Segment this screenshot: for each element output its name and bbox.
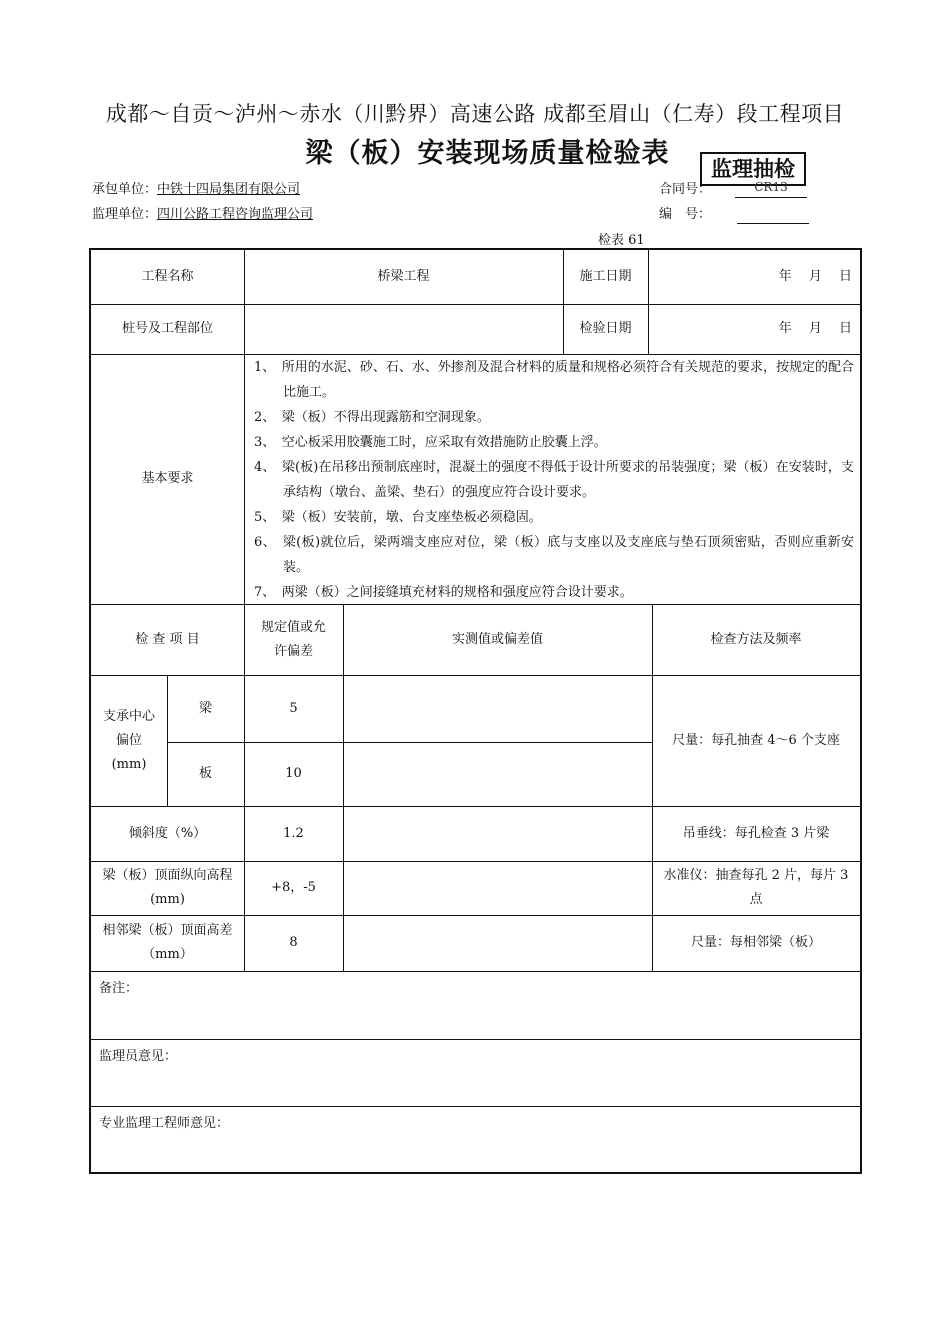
header-method: 检查方法及频率	[710, 631, 802, 647]
bearing-slab-label: 板	[198, 766, 212, 781]
requirement-item: 4、 梁(板)在吊移出预制底座时，混凝土的强度不得低于设计所要求的吊装强度；梁（板）在安装时，支承结构（墩台、盖梁、垫石）的强度应符合设计要求。	[254, 460, 854, 500]
bearing-beam-label: 梁	[198, 700, 212, 716]
supervision-stamp: 监理抽检	[700, 152, 806, 186]
construction-date-label: 施工日期	[579, 269, 632, 284]
project-name-label: 工程名称	[141, 269, 194, 284]
inspection-date-value[interactable]: 年 月 日	[778, 321, 852, 336]
number-label: 编 号：	[659, 207, 712, 222]
engineer-opinion-label: 专业监理工程师意见：	[99, 1116, 230, 1131]
bearing-method: 尺量：每孔抽查 4～6 个支座	[672, 732, 840, 748]
contractor-value: 中铁十四局集团有限公司	[157, 182, 301, 197]
contract-label: 合同号：	[659, 182, 712, 197]
elevation-method: 水准仪：抽查每孔 2 片，每片 3 点	[663, 868, 849, 907]
inspection-date-label: 检验日期	[579, 321, 632, 336]
project-title: 成都～自贡～泸州～赤水（川黔界）高速公路 成都至眉山（仁寿）段工程项目	[105, 102, 845, 126]
elevation-measured[interactable]	[343, 861, 652, 915]
bearing-beam-measured[interactable]	[343, 675, 652, 742]
requirements-list	[254, 355, 854, 605]
height-diff-tolerance: 8	[289, 935, 298, 950]
supervisor-value: 四川公路工程咨询监理公司	[157, 207, 314, 222]
requirement-item: 7、 两梁（板）之间接缝填充材料的规格和强度应符合设计要求。	[254, 585, 633, 600]
requirement-item: 5、 梁（板）安装前，墩、台支座垫板必须稳固。	[254, 510, 542, 525]
requirement-item: 2、 梁（板）不得出现露筋和空洞现象。	[254, 410, 490, 425]
elevation-label: 梁（板）顶面纵向高程(mm)	[102, 868, 233, 907]
height-diff-label: 相邻梁（板）顶面高差（mm）	[102, 923, 233, 962]
requirement-item: 1、 所用的水泥、砂、石、水、外掺剂及混合材料的质量和规格必须符合有关规范的要求，按规定的配合比施工。	[254, 360, 854, 400]
inspection-form-table	[89, 248, 862, 1174]
construction-date-value[interactable]: 年 月 日	[778, 269, 852, 284]
bearing-offset-label: 支承中心偏位(mm)	[102, 708, 155, 772]
contractor-line	[92, 178, 300, 197]
header-measured: 实测值或偏差值	[451, 631, 543, 647]
form-title: 梁（板）安装现场质量检验表	[305, 138, 670, 169]
bearing-slab-measured[interactable]	[343, 742, 652, 806]
elevation-tolerance: +8，-5	[271, 880, 316, 895]
remarks-field[interactable]	[91, 995, 860, 1039]
height-diff-measured[interactable]	[343, 915, 652, 971]
engineer-opinion-field[interactable]	[91, 1130, 860, 1172]
project-name-value[interactable]: 桥梁工程	[377, 269, 430, 284]
tilt-tolerance: 1.2	[283, 825, 304, 841]
header-check-item: 检 查 项 目	[135, 631, 200, 647]
supervisor-label: 监理单位：	[92, 207, 158, 222]
requirement-item: 3、 空心板采用胶囊施工时，应采取有效措施防止胶囊上浮。	[254, 435, 607, 450]
tilt-label: 倾斜度（%）	[128, 825, 207, 841]
table-number: 检表 61	[598, 233, 645, 248]
tilt-method: 吊垂线：每孔检查 3 片梁	[682, 825, 830, 841]
contractor-label: 承包单位：	[92, 182, 158, 197]
remarks-label: 备注：	[99, 981, 139, 996]
station-label: 桩号及工程部位	[121, 321, 213, 336]
height-diff-method: 尺量：每相邻梁（板）	[690, 935, 821, 950]
requirements-label: 基本要求	[141, 471, 194, 486]
bearing-slab-tolerance: 10	[285, 766, 302, 781]
supervisor-line	[92, 203, 313, 222]
number-field[interactable]	[737, 207, 809, 224]
bearing-beam-tolerance: 5	[289, 700, 298, 716]
header-tolerance: 规定值或允许偏差	[260, 619, 326, 659]
requirement-item: 6、 梁(板)就位后，梁两端支座应对位，梁（板）底与支座以及支座底与垫石顶须密贴，否则应重新安装。	[254, 535, 854, 575]
tilt-measured[interactable]	[343, 806, 652, 861]
inspector-opinion-label: 监理员意见：	[99, 1049, 178, 1064]
contract-value: CR13	[735, 180, 807, 198]
inspector-opinion-field[interactable]	[91, 1063, 860, 1106]
station-value[interactable]	[244, 304, 563, 354]
